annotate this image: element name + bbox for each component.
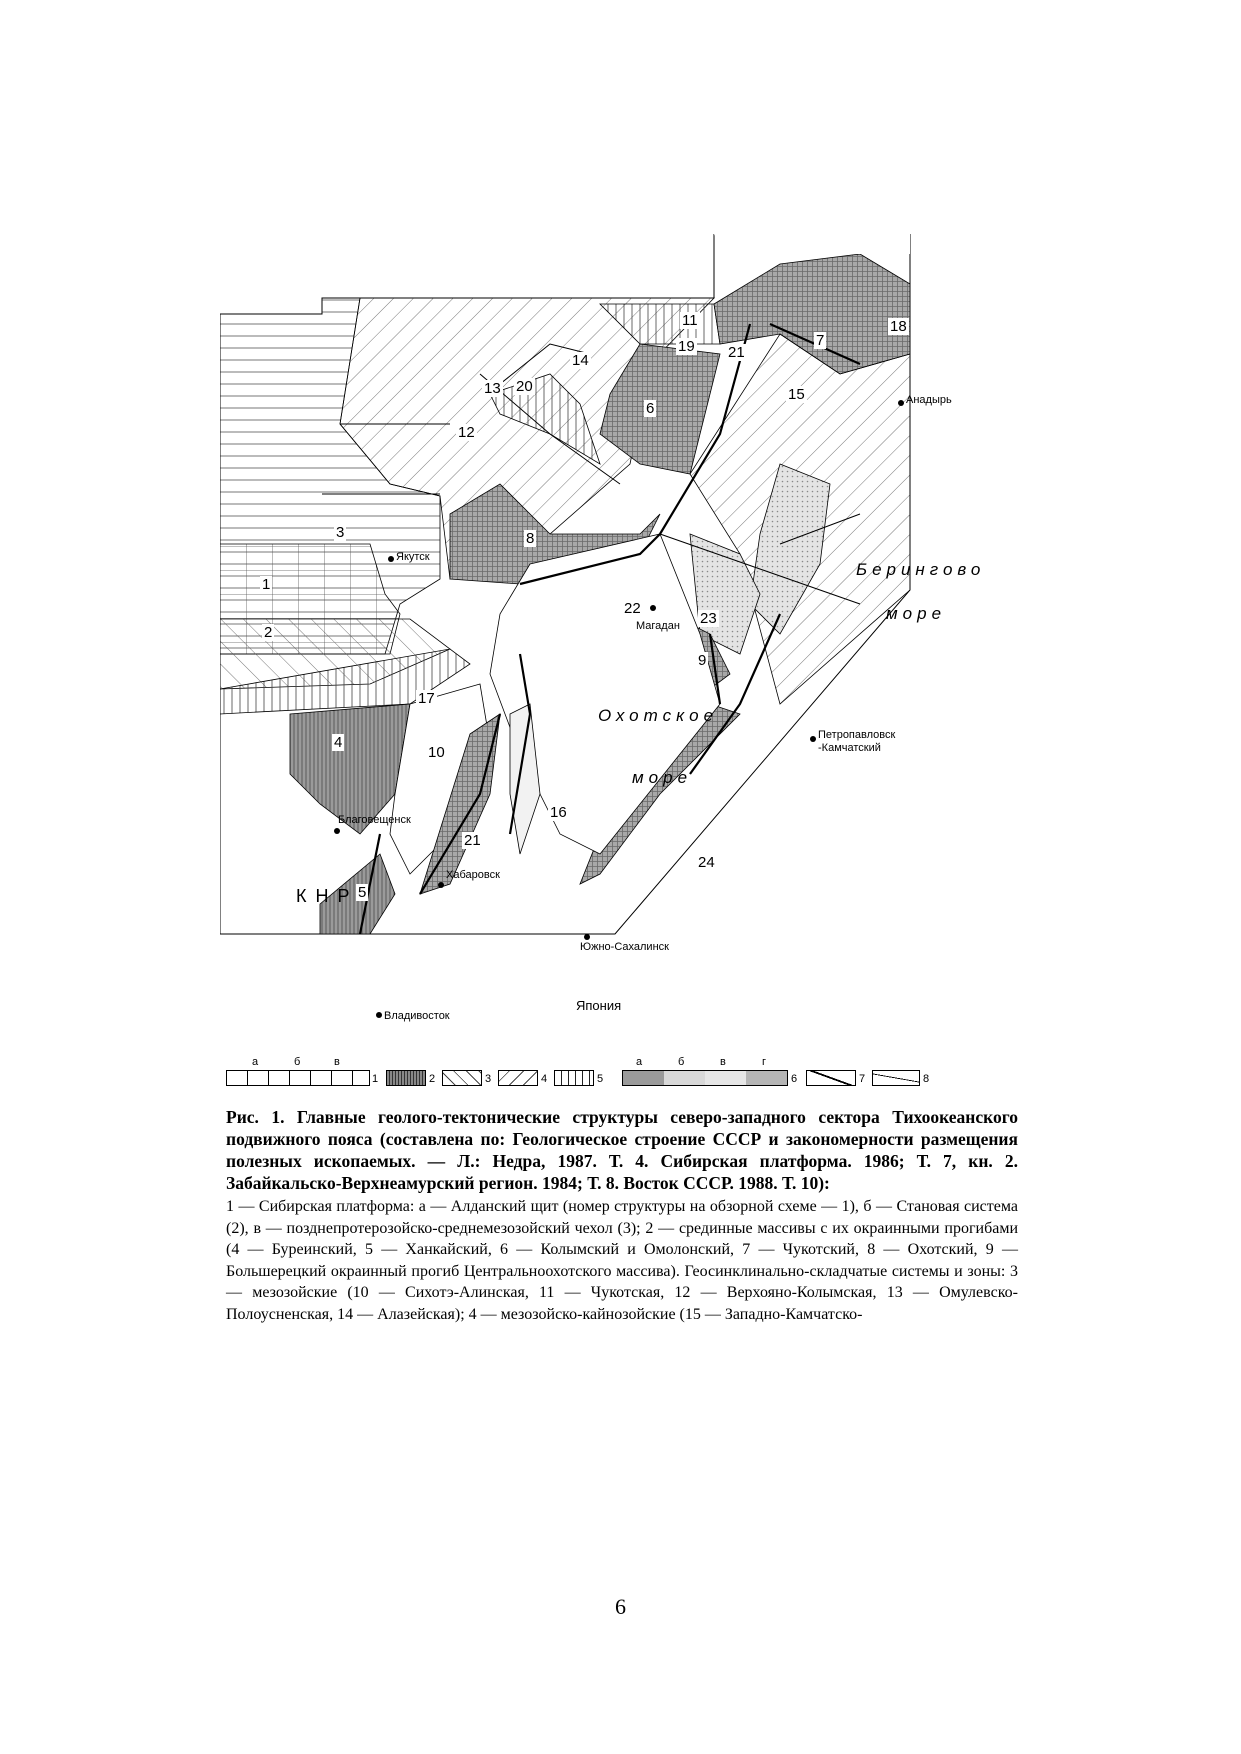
city-yuzhno: Южно-Сахалинск [580, 941, 669, 953]
map-number: 13 [484, 380, 501, 397]
city-petropavlovsk: Петропавловск -Камчатский [818, 729, 896, 754]
okhotsk-sea-label: Охотское [598, 706, 719, 725]
legend-number: 7 [859, 1073, 866, 1085]
map-legend [226, 1056, 1016, 1090]
city-vladivostok: Владивосток [384, 1010, 450, 1022]
city-khabarovsk: Хабаровск [446, 869, 500, 881]
city-marker [650, 605, 656, 611]
map-number: 10 [428, 744, 445, 761]
legend-sub: в [720, 1056, 726, 1068]
legend-sub: а [636, 1056, 643, 1068]
map-number: 3 [336, 524, 345, 541]
city-marker [334, 828, 340, 834]
city-marker [388, 556, 394, 562]
legend-sub: в [334, 1056, 340, 1068]
legend-number: 6 [791, 1073, 798, 1085]
city-anadyr: Анадырь [906, 394, 952, 406]
city-marker [810, 736, 816, 742]
legend-number: 1 [372, 1073, 379, 1085]
map-number: 22 [624, 600, 641, 617]
page-number: 6 [615, 1594, 626, 1619]
legend-sub: г [762, 1056, 767, 1068]
legend-sub: б [678, 1056, 685, 1068]
okhotsk-sea-label: море [632, 768, 693, 787]
map-number: 24 [698, 854, 715, 871]
map-number: 14 [572, 352, 589, 369]
legend-swatch-8 [872, 1070, 920, 1086]
map-number: 23 [700, 610, 717, 627]
map-number: 7 [816, 332, 825, 349]
map-number: 16 [550, 804, 567, 821]
legend-number: 4 [541, 1073, 548, 1085]
china-label: К Н Р [296, 886, 352, 906]
legend-number: 2 [429, 1073, 436, 1085]
legend-number: 5 [597, 1073, 604, 1085]
legend-swatch-1 [226, 1070, 370, 1086]
bering-sea-label: Берингово [856, 560, 986, 579]
city-marker [584, 934, 590, 940]
japan-label: Япония [576, 998, 622, 1013]
legend-number: 8 [923, 1073, 930, 1085]
map-number: 17 [418, 690, 435, 707]
map-number: 1 [262, 576, 271, 593]
caption-title: Рис. 1. Главные геолого-тектонические структуры северо-западного сектора Тихоокеанского подвижного пояса (составлена по: Геологическое строение СССР и закономерности размещения полезных ископаемых. — Л.: Недра, 1987. Т. 4. Сибирская платформа. 1986; Т. 7, кн. 2. Забайкальско-Верхнеамурский регион. 1984; Т. 8. Восток СССР. 1988. Т. 10): [226, 1107, 1018, 1193]
legend-sub: б [294, 1056, 301, 1068]
city-marker [376, 1012, 382, 1018]
map-number: 8 [526, 530, 535, 547]
map-number: 21 [464, 832, 481, 849]
map-number: 9 [698, 652, 707, 669]
map-graphic [220, 234, 1020, 1034]
caption-body: 1 — Сибирская платформа: а — Алданский щит (номер структуры на обзорной схеме — 1), б — Становая система (2), в — позднепротерозойско-среднемезозойский чехол (3); 2 — срединные массивы с их окраинными прогибами (4 — Буреинский, 5 — Ханкайский, 6 — Колымский и Омолонский, 7 — Чукотский, 8 — Охотский, 9 — Большерецкий окраинный прогиб Центральноохотского массива). Геосинклинально-складчатые системы и зоны: 3 — мезозойские (10 — Сихотэ-Алинская, 11 — Чукотская, 12 — Верхояно-Колымская, 13 — Омулевско-Полоусненская, 14 — Алазейская); 4 — мезозойско-кайнозойские (15 — Западно-Камчатско- [226, 1198, 1018, 1323]
legend-swatch-6 [622, 1070, 788, 1086]
legend-swatch-5 [554, 1070, 594, 1086]
legend-swatch-4 [498, 1070, 538, 1086]
map-number: 12 [458, 424, 475, 441]
legend-swatch-7 [806, 1070, 856, 1086]
legend-swatch-2 [386, 1070, 426, 1086]
city-marker [438, 882, 444, 888]
city-marker [898, 400, 904, 406]
map-number: 11 [682, 312, 698, 329]
map-number: 6 [646, 400, 655, 417]
map-number: 15 [788, 386, 805, 403]
map-number: 18 [890, 318, 907, 335]
map-number: 20 [516, 378, 533, 395]
bering-sea-label: море [886, 604, 947, 623]
city-magadan: Магадан [636, 620, 680, 632]
map-number: 4 [334, 734, 343, 751]
map-number: 5 [358, 884, 367, 901]
map-number: 2 [264, 624, 273, 641]
figure-caption [226, 1106, 1018, 1325]
city-yakutsk: Якутск [396, 551, 430, 563]
map-number: 19 [678, 338, 695, 355]
legend-sub: а [252, 1056, 259, 1068]
geological-map [220, 234, 1020, 1034]
city-blagoveshchensk: Благовещенск [338, 814, 411, 826]
map-number: 21 [728, 344, 745, 361]
legend-swatch-3 [442, 1070, 482, 1086]
legend-number: 3 [485, 1073, 492, 1085]
